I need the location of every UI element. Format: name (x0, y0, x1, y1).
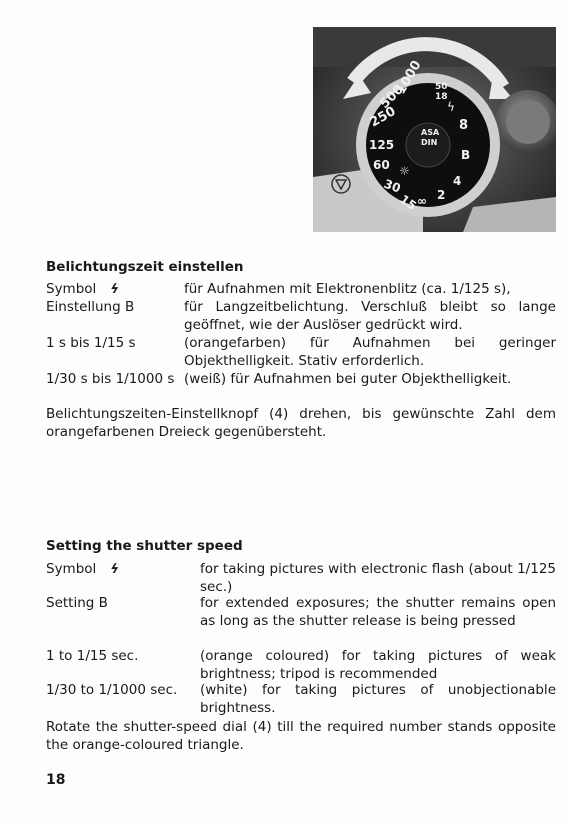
dial-number: 250 (367, 103, 399, 131)
row-label: 1/30 s bis 1/1000 s (46, 371, 175, 387)
row-label: 1 to 1/15 sec. (46, 648, 139, 664)
dial-b-setting: B (461, 148, 471, 162)
english-row-fast (46, 682, 556, 718)
shutter-dial-photo (313, 27, 556, 232)
row-label: Symbol ϟ (46, 281, 121, 297)
row-label: 1 s bis 1/15 s (46, 335, 136, 351)
row-label: Symbol ϟ (46, 561, 121, 577)
row-description: for taking pictures with electronic flash (about 1/125 sec.) (200, 561, 556, 595)
dial-number: 30 (381, 176, 403, 196)
german-row-fast (46, 371, 556, 407)
german-row-b (46, 299, 556, 335)
german-heading: Belichtungszeit einstellen (46, 259, 244, 275)
dial-number: 15 (397, 191, 419, 214)
german-instruction: Belichtungszeiten-Einstellknopf (4) drehen, bis gewünschte Zahl dem orangefarbenen Dreieck gegenübersteht. (46, 406, 556, 440)
row-description: (orangefarben) für Aufnahmen bei geringer Objekthelligkeit. Stativ erforderlich. (184, 335, 556, 369)
english-row-flash (46, 561, 556, 597)
dial-number: 4 (453, 174, 462, 188)
dial-number: 2 (437, 188, 446, 202)
row-description: (weiß) für Aufnahmen bei guter Objekthelligkeit. (184, 371, 512, 387)
asa-label: ASA (421, 128, 440, 137)
english-row-slow (46, 648, 556, 684)
asa-scale-value: 50 (435, 82, 448, 92)
row-description: (white) for taking pictures of unobjectionable brightness. (200, 682, 556, 716)
dial-number: 125 (369, 138, 395, 152)
english-row-b (46, 595, 556, 649)
dial-number: 8 (459, 118, 469, 133)
dial-number: 1000 (393, 58, 425, 97)
english-heading: Setting the shutter speed (46, 538, 243, 554)
row-label: 1/30 to 1/1000 sec. (46, 682, 178, 698)
asa-scale-value: 18 (435, 92, 448, 102)
flash-icon: ϟ (447, 100, 455, 114)
flash-icon: ϟ (108, 562, 121, 577)
german-row-slow (46, 335, 556, 371)
flash-icon: ϟ (108, 282, 121, 297)
row-label: Einstellung B (46, 299, 135, 315)
row-description: (orange coloured) for taking pictures of weak brightness; tripod is recommended (200, 648, 556, 682)
row-description: für Aufnahmen mit Elektronenblitz (ca. 1/125 s), (184, 281, 511, 297)
page-number: 18 (46, 772, 66, 788)
dial-number: 60 (373, 158, 390, 172)
english-instruction: Rotate the shutter-speed dial (4) till the required number stands opposite the orange-coloured triangle. (46, 719, 556, 753)
din-label: DIN (421, 138, 438, 147)
row-description: für Langzeitbelichtung. Verschluß bleibt so lange geöffnet, wie der Auslöser gedrückt wird. (184, 299, 556, 333)
german-row-flash (46, 281, 556, 299)
dial-number: 500 (377, 82, 408, 112)
row-description: for extended exposures; the shutter remains open as long as the shutter release is being pressed (200, 595, 556, 629)
shutter-dial-illustration (313, 27, 556, 232)
row-label: Setting B (46, 595, 108, 611)
dial-infinity: ∞ (417, 194, 427, 208)
sun-icon: ☼ (399, 164, 410, 178)
